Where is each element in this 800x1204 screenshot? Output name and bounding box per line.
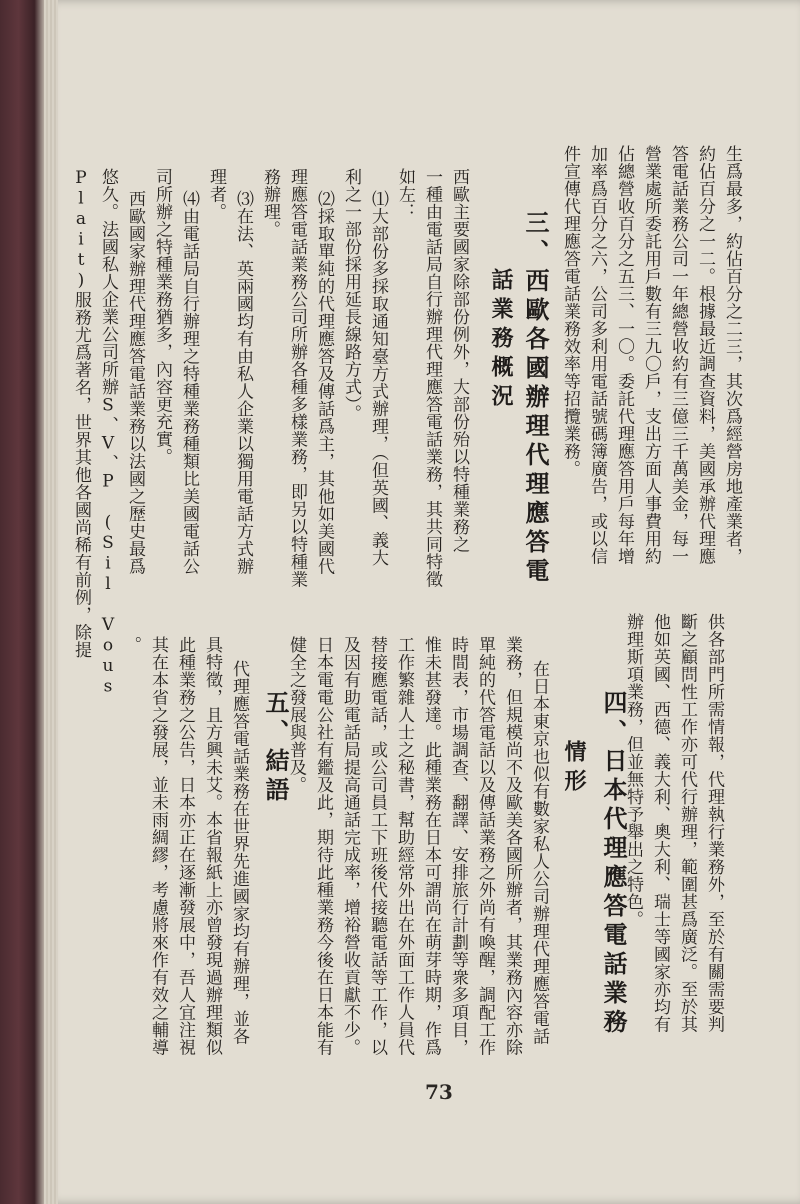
section3-item-line-7: 理者。 [206, 168, 226, 221]
page-number: 73 [425, 1080, 453, 1104]
section4-paragraph-line-10: 健全之發展與普及。 [286, 636, 306, 794]
section3-item-line-12: Plait)服務尤爲著名，世界其他各國尚稀有前例，除提 [71, 168, 91, 659]
top-text-line-7: 件宣傳代理應答電話業務效率等招攬業務。 [560, 145, 580, 478]
section5-tail: 。 [121, 636, 141, 654]
section4-paragraph-line-5: 惟未甚發達。此種業務在日本可謂尚在萌芽時期，作爲 [421, 636, 441, 1056]
top-text-line-5: 佔總營收百分之五三、一〇。委託代理應答用戶每年增 [614, 145, 634, 565]
book-spine [0, 0, 46, 1204]
section4-paragraph-line-7: 替接應電話，或公司員工下班後代接聽電話等工作，以 [367, 636, 387, 1056]
section3-paragraph-3: 如左： [395, 168, 415, 221]
top-text-line-3: 答電話業務公司一年總營收約有三億三千萬美金，每一 [668, 145, 688, 565]
section4-continuation-line-2: 斷之顧問性工作亦可代行辦理，範圍甚爲廣泛。至於其 [677, 613, 697, 1033]
top-text-line-6: 加率爲百分之六，公司多利用電話號碼簿廣告，或以信 [587, 145, 607, 565]
section5-paragraph-line-1: 代理應答電話業務在世界先進國家均有辦理，並各 [229, 660, 249, 1045]
top-text-line-1: 生爲最多，約佔百分之二三，其次爲經營房地產業者， [722, 145, 742, 565]
section4-continuation-line-1: 供各部門所需情報，代理執行業務外，至於有關需要判 [704, 613, 724, 1033]
section3-item-line-11: 悠久。法國私人企業公司所辦S、V、P (Sil Vous [98, 168, 118, 697]
section4-paragraph-line-8: 及因有助電話局提高通話完成率，增裕營收貢獻不少。 [340, 636, 360, 1056]
section4-subheading: 情形 [561, 740, 587, 798]
section4-heading: 四、日本代理應答電話業務 [599, 690, 628, 1038]
section3-item-line-6: ⑶在法、英兩國均有由私人企業以獨用電話方式辦 [233, 190, 253, 575]
section3-paragraph-2: 一種由電話局自行辦理代理應答電話業務，其共同特徵 [422, 168, 442, 588]
section3-heading: 三、西歐各國辦理代理應答電 [521, 210, 550, 587]
section4-paragraph-line-1: 在日本東京也似有數家私人公司辦理代理應答電話 [529, 660, 549, 1045]
section4-continuation-line-4: 辦理斯項業務，但並無特予舉出之特色。 [623, 613, 643, 928]
section3-item-line-1: ⑴大部份多採取通知臺方式辦理，（但英國、義大 [368, 190, 388, 567]
section4-paragraph-line-9: 日本電電公社有鑑及此，期待此種業務今後在日本能有 [313, 636, 333, 1056]
section5-heading: 五、結語 [261, 690, 290, 806]
section4-paragraph-line-4: 時間表，市場調查、翻譯、安排旅行計劃等衆多項目， [448, 636, 468, 1056]
section3-item-line-4: 理應答電話業務公司所辦各種多樣業務，即另以特種業 [287, 168, 307, 588]
section3-subheading: 話業務概況 [488, 268, 514, 413]
section3-item-line-5: 務辦理。 [260, 168, 280, 238]
top-text-line-2: 約佔百分之一二。根據最近調查資料，美國承辦代理應 [695, 145, 715, 565]
section3-paragraph-1: 西歐主要國家除部份例外，大部份殆以特種業務之 [449, 168, 469, 553]
section4-paragraph-line-3: 單純的代答電話以及傳話業務之外尚有喚醒，調配工作 [475, 636, 495, 1056]
section5-paragraph-line-3: 此種業務之公告，日本亦正在逐漸發展中，吾人宜注視 [175, 636, 195, 1056]
top-text-line-4: 營業處所委託用戶數有三九〇戶，支出方面人事費用約 [641, 145, 661, 565]
section5-paragraph-line-4: 其在本省之發展，並未雨綢繆，考慮將來作有效之輔導 [148, 636, 168, 1056]
section3-item-line-8: ⑷由電話局自行辦理之特種業務種類比美國電話公 [179, 190, 199, 575]
section4-continuation-line-3: 他如英國、西德、義大利、奧大利、瑞士等國家亦均有 [650, 613, 670, 1033]
section3-item-line-10: 西歐國家辦理代理應答電話業務以法國之歷史最爲 [125, 190, 145, 575]
section3-item-line-3: ⑵採取單純的代理應答及傳話爲主，其他如美國代 [314, 190, 334, 575]
section3-item-line-2: 利之一部份採用延長線路方式）。 [341, 168, 361, 422]
section4-paragraph-line-6: 工作繁雜人士之秘書，幫助經常外出在外面工作人員代 [394, 636, 414, 1056]
section5-paragraph-line-2: 具特徵，且方興未艾。本省報紙上亦曾發現過辦理類似 [202, 636, 222, 1056]
section3-item-line-9: 司所辦之特種業務猶多，內容更充實。 [152, 168, 172, 466]
section4-paragraph-line-2: 業務，但規模尚不及歐美各國所辦者，其業務內容亦除 [502, 636, 522, 1056]
